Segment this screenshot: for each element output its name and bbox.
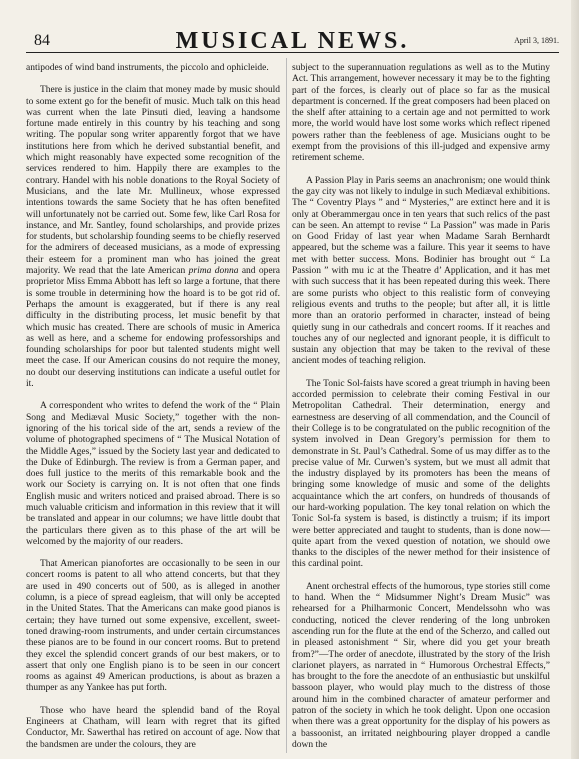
italic-phrase: prima donna (188, 266, 239, 277)
page-header (26, 24, 559, 53)
paragraph: antipodes of wind band instruments, the piccolo and ophicleide. (26, 63, 269, 73)
paragraph (26, 85, 280, 390)
paragraph: The Tonic Sol-faists have scored a great triumph in having been accorded permission to celebrate their coming Festival in our Metropolitan Cathedral. Their determination, energy and earnestness are deserving of all commendation, and the Council of their College is to be congratulated on the public recognition of the system involved in Dean Gregory’s permission for them to demonstrate in St. Paul’s Cathedral. Some of us may differ as to the precise value of Mr. Curwen’s system, but we must all admit that the industry displayed by its promoters has been the means of bringing some knowledge of music and some of the delights acquaintance which the art confers, on hundreds of thousands of our hard-working population. The key tonal relation on which the Tonic Sol-fa system is based, is distinctly a truism; if its import were better appreciated and taught to students, than is done now—quite apart from the vexed question of notation, we should owe thanks to the disciples of the newer method for their insistence of this cardinal point. (292, 378, 550, 570)
paragraph: That American pianofortes are occasionally to be seen in our concert rooms is patent to all who attend concerts, but that they are used in 490 concerts out of 500, as is alleged in another column, is a piece of spread eagleism, that will only be accepted in the United States. That the Americans can make good pianos is certain; they have turned out some expensive, excellent, sweet-toned drawing-room instruments, and under certain circumstances these pianos are to be found in our concert rooms. But to pretend they excel the splendid concert grands of our best makers, or to assert that only one English piano is to be seen in our concert rooms as against 49 American productions, is about as brazen a thumper as any Yankee has put forth. (26, 559, 280, 694)
paragraph: A Passion Play in Paris seems an anachronism; one would think the gay city was not likely to indulge in such Mediæval exhibitions. The “ Coventry Plays ” and “ Mysteries,” are extinct here and it is only at Oberammergau once in ten years that such relics of the past can be seen. An attempt to revise “ La Passion” was made in Paris on Good Friday of last year when Madame Sarah Bernhardt appeared, but the scheme was a failure. This year it seems to have met with better success. Mons. Bodinier has brought out “ La Passion ” with mu ic at the Theatre d’ Application, and it has met with such success that it has been repeated during this week. There are some purists who object to this realistic form of conveying religious events and truths to the people; but after all, it is little more than an oratorio performed in character, instead of being quietly sung in our cathedrals and concert rooms. If it reaches and touches any of our neglected and ignorant people, it is difficult to sustain any objection that may be taken to the revival of these ancient modes of teaching religion. (292, 175, 550, 367)
paragraph: Those who have heard the splendid band of the Royal Engineers at Chatham, will learn with regret that its gifted Conductor, Mr. Sawerthal has retired on account of age. Now that the bandsmen are under the colours, they are (26, 705, 280, 750)
paragraph: subject to the superannuation regulations as well as to the Mutiny Act. This arrangement, however necessary it may be to the fighting part of the forces, is clearly out of place so far as the musical department is concerned. If the great composers had been placed on the shelf after attaining to a certain age and not permitted to work more, the world would have lost some works which reflect ripened powers rather than the feebleness of age. Musicians ought to be exempt from the provisions of this ill-judged and expensive army retirement scheme. (292, 63, 550, 164)
paragraph-text: There is justice in the claim that money made by music should to some extent go for the benefit of music. Much talk on this head was current when the late Pinsuti died, leaving a handsome fortune made entirely in this country by his teaching and song writing. The popular song writer apparently forgot that we have institutions here from which he derived substantial benefit, and which might reasonably have expected some recognition of the services rendered to him. Happily there are examples to the contrary. Handel with his noble donations to the Royal Society of Musicians, and the late Mr. Mullineux, whose expressed intentions towards the same Society that he has often benefited will unfortunately not be carried out. Some few, like Carl Rosa for instance, and Mr. Santley, found scholarships, and provide prizes for students, but scholarship founding seems to be chiefly reserved for the admirers of deceased musicians, as a mode of expressing their esteem for a prominent man who has joined the great majority. We read that the late American (26, 85, 280, 277)
page-edge (571, 0, 579, 759)
paragraph: Anent orchestral effects of the humorous, type stories still come to hand. When the “ Midsummer Night’s Dream Music” was rehearsed for a Philharmonic Concert, Mendelssohn who was conducting, noticed the clever rendering of the long unbroken ascending run for the flute at the end of the Scherzo, and called out in pleased astonishment “ Sir, where did you get your breath from?”—The order of anecdote, illustrated by the story of the Irish clarionet players, as narrated in “ Humorous Orchestral Effects,” has brought to the fore the anecdote of an enthusiastic but unskilful bassoon player, who would play much to the distress of those around him in the combined character of amateur performer and patron of the society in which he took delight. Upon one occasion when there was a great opportunity for the display of his powers as a bassoonist, an irritated neighbouring player dropped a candle down the (292, 581, 550, 750)
right-column (292, 63, 550, 751)
column-divider (286, 58, 287, 753)
left-column (26, 63, 280, 751)
masthead-title: MUSICAL NEWS. (175, 28, 410, 54)
issue-date: April 3, 1891. (514, 36, 559, 45)
page-number: 84 (34, 32, 50, 49)
paragraph-text: and opera proprietor Miss Emma Abbott has left so large a fortune, that there is some trouble in determining how the hoard is to be got rid of. Perhaps the amount is exaggerated, but if there is any real difficulty in the distributing process, let music benefit by that which music has created. There are schools of music in America as well as here, and a scheme for endowing professorships and founding scholarships for poor but talented students might well meet the case. If our American cousins do not require the money, no doubt our deserving institutions can indicate a useful outlet for it. (26, 266, 281, 390)
paragraph: A correspondent who writes to defend the work of the “ Plain Song and Mediæval Music Society,” together with the non-ignoring of the his torical side of the art, sends a review of the volume of photographed specimens of “ The Musical Notation of the Middle Ages,” issued by the Society last year and dedicated to the Duke of Edinburgh. The review is from a German paper, and does full justice to the merits of this remarkable book and the work our Society is carrying on. It is not often that one finds English music and writers noticed and praised abroad. There is so much valuable criticism and information in this review that it will be translated and appear in our columns; we have little doubt that the particulars there given as to this phase of the art will be welcomed by the majority of our readers. (26, 401, 280, 547)
